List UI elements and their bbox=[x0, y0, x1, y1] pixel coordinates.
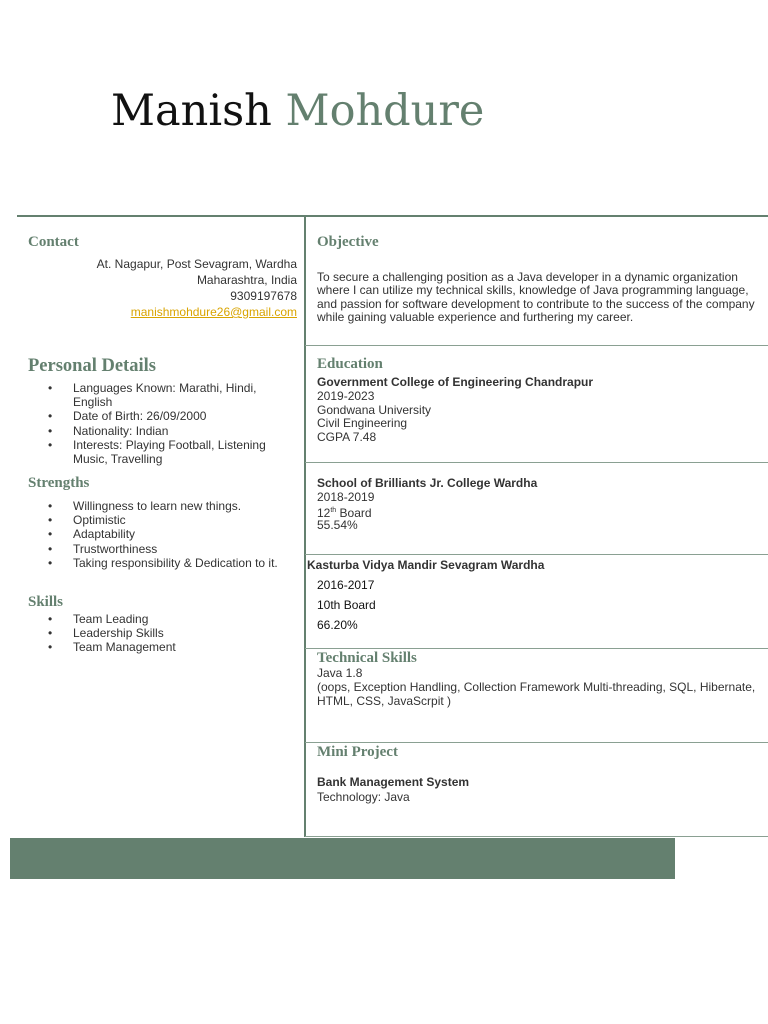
board-number: 12 bbox=[317, 506, 331, 520]
list-item: • Optimistic bbox=[28, 513, 298, 527]
list-item: • Team Management bbox=[28, 640, 288, 654]
college-years: 2019-2023 bbox=[317, 389, 375, 403]
list-item: • Languages Known: Marathi, Hindi, English bbox=[28, 381, 278, 409]
list-item: • Trustworthiness bbox=[28, 542, 298, 556]
skills-heading: Skills bbox=[28, 594, 64, 610]
header-divider bbox=[17, 215, 768, 217]
column-divider bbox=[304, 215, 306, 837]
junior-college-name: School of Brilliants Jr. College Wardha bbox=[317, 476, 538, 490]
contact-heading: Contact bbox=[28, 234, 79, 250]
footer-band bbox=[10, 838, 675, 879]
technical-skills-heading: Technical Skills bbox=[317, 650, 417, 666]
list-item: • Interests: Playing Football, Listening Music, Travelling bbox=[28, 438, 278, 466]
personal-details-heading: Personal Details bbox=[28, 356, 156, 376]
list-item: • Willingness to learn new things. bbox=[28, 499, 298, 513]
last-name: Mohdure bbox=[285, 86, 485, 136]
school-score: 66.20% bbox=[317, 618, 358, 632]
list-item: • Leadership Skills bbox=[28, 626, 288, 640]
objective-divider bbox=[305, 345, 768, 346]
mini-project-technology: Technology: Java bbox=[317, 790, 410, 804]
contact-phone: 9309197678 bbox=[230, 289, 297, 303]
junior-college-years: 2018-2019 bbox=[317, 490, 375, 504]
board-superscript: th bbox=[330, 507, 337, 514]
junior-college-score: 55.54% bbox=[317, 518, 358, 532]
resume-name bbox=[111, 86, 484, 136]
strengths-heading: Strengths bbox=[28, 475, 90, 491]
school-board: 10th Board bbox=[317, 598, 376, 612]
junior-college-divider bbox=[305, 554, 768, 555]
personal-details-list bbox=[28, 381, 278, 466]
first-name: Manish bbox=[111, 86, 272, 136]
school-name: Kasturba Vidya Mandir Sevagram Wardha bbox=[307, 558, 545, 572]
contact-email[interactable] bbox=[28, 306, 297, 320]
college-divider bbox=[305, 462, 768, 463]
education-heading: Education bbox=[317, 356, 383, 372]
technical-skills-line1: Java 1.8 bbox=[317, 666, 363, 680]
list-item: • Taking responsibility & Dedication to it. bbox=[28, 556, 298, 570]
objective-text: To secure a challenging position as a Java developer in a dynamic organization where I can utilize my technical skills, knowledge of Java programming language, and passion for software development to contribute to the success of the company while gaining valuable experience and furthering my career. bbox=[317, 270, 755, 325]
email-link[interactable]: manishmohdure26@gmail.com bbox=[130, 305, 297, 319]
school-years: 2016-2017 bbox=[317, 578, 375, 592]
college-score: CGPA 7.48 bbox=[317, 430, 377, 444]
college-university: Gondwana University bbox=[317, 403, 432, 417]
mini-project-title: Bank Management System bbox=[317, 775, 470, 789]
mini-project-heading: Mini Project bbox=[317, 744, 398, 760]
objective-heading: Objective bbox=[317, 234, 379, 250]
contact-address-line2: Maharashtra, India bbox=[196, 273, 297, 287]
school-divider bbox=[305, 648, 768, 649]
technical-skills-line2: (oops, Exception Handling, Collection Framework Multi-threading, SQL, Hibernate, HTML, CSS, JavaScrpit ) bbox=[317, 680, 756, 708]
board-text: Board bbox=[336, 506, 372, 520]
college-branch: Civil Engineering bbox=[317, 416, 408, 430]
list-item: • Team Leading bbox=[28, 612, 288, 626]
skills-list bbox=[28, 612, 288, 655]
college-name: Government College of Engineering Chandrapur bbox=[317, 375, 594, 389]
strengths-list bbox=[28, 499, 298, 570]
technical-skills-divider bbox=[305, 742, 768, 743]
mini-project-divider bbox=[305, 836, 768, 837]
list-item: • Adaptability bbox=[28, 527, 298, 541]
list-item: • Nationality: Indian bbox=[28, 424, 278, 438]
contact-address-line1: At. Nagapur, Post Sevagram, Wardha bbox=[96, 257, 297, 271]
list-item: • Date of Birth: 26/09/2000 bbox=[28, 409, 278, 423]
